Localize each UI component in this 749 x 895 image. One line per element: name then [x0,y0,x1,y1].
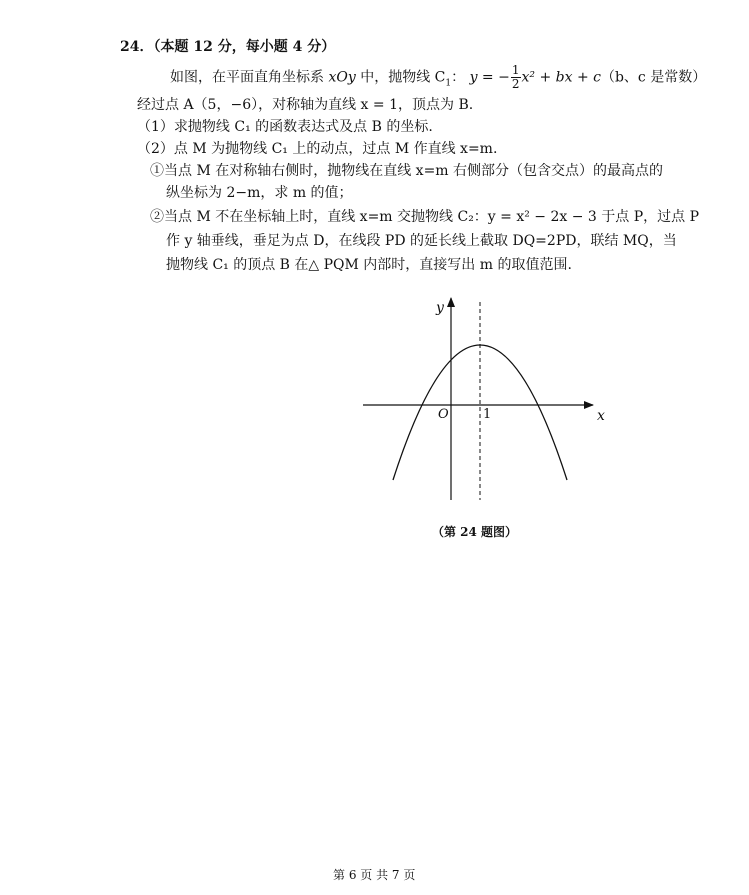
page-footer: 第 6 页 共 7 页 [333,868,416,882]
question-sub1-line2: 纵坐标为 2−m，求 m 的值； [166,185,353,201]
question-sub2-line1: ②当点 M 不在坐标轴上时，直线 x=m 交抛物线 C₂：y = x² − 2x − 3 于点 P，过点 P [150,209,700,225]
question-header: 24．（本题 12 分，每小题 4 分） [120,39,336,55]
equation-y: y [469,69,478,86]
question-sub2-line3: 抛物线 C₁ 的顶点 B 在△ PQM 内部时，直接写出 m 的取值范围. [166,257,572,273]
question-part2: （2）点 M 为抛物线 C₁ 上的动点，过点 M 作直线 x=m. [137,141,498,157]
parabola-figure [355,290,615,515]
figure-caption: （第 24 题图） [432,525,518,539]
y-axis-label: y [436,300,444,316]
question-part1: （1）求抛物线 C₁ 的函数表达式及点 B 的坐标. [137,119,433,135]
origin-label: O [438,407,449,422]
question-sub1-line1: ①当点 M 在对称轴右侧时，抛物线在直线 x=m 右侧部分（包含交点）的最高点的 [150,163,664,179]
x-axis-label: x [597,408,605,424]
question-sub2-line2: 作 y 轴垂线，垂足为点 D，在线段 PD 的延长线上截取 DQ=2PD，联结 MQ，当 [166,233,677,249]
question-intro: 如图，在平面直角坐标系 xOy 中，抛物线 $C_1$： y = − $\frac{1}{2}$ x² + bx + c（b、c 是常数） [170,63,707,91]
question-line2: 经过点 A（5，−6），对称轴为直线 x = 1，顶点为 B. [137,97,474,113]
fraction-one-half: $\frac{1}{2}$ [511,63,520,91]
tick-label-one: 1 [483,407,492,422]
